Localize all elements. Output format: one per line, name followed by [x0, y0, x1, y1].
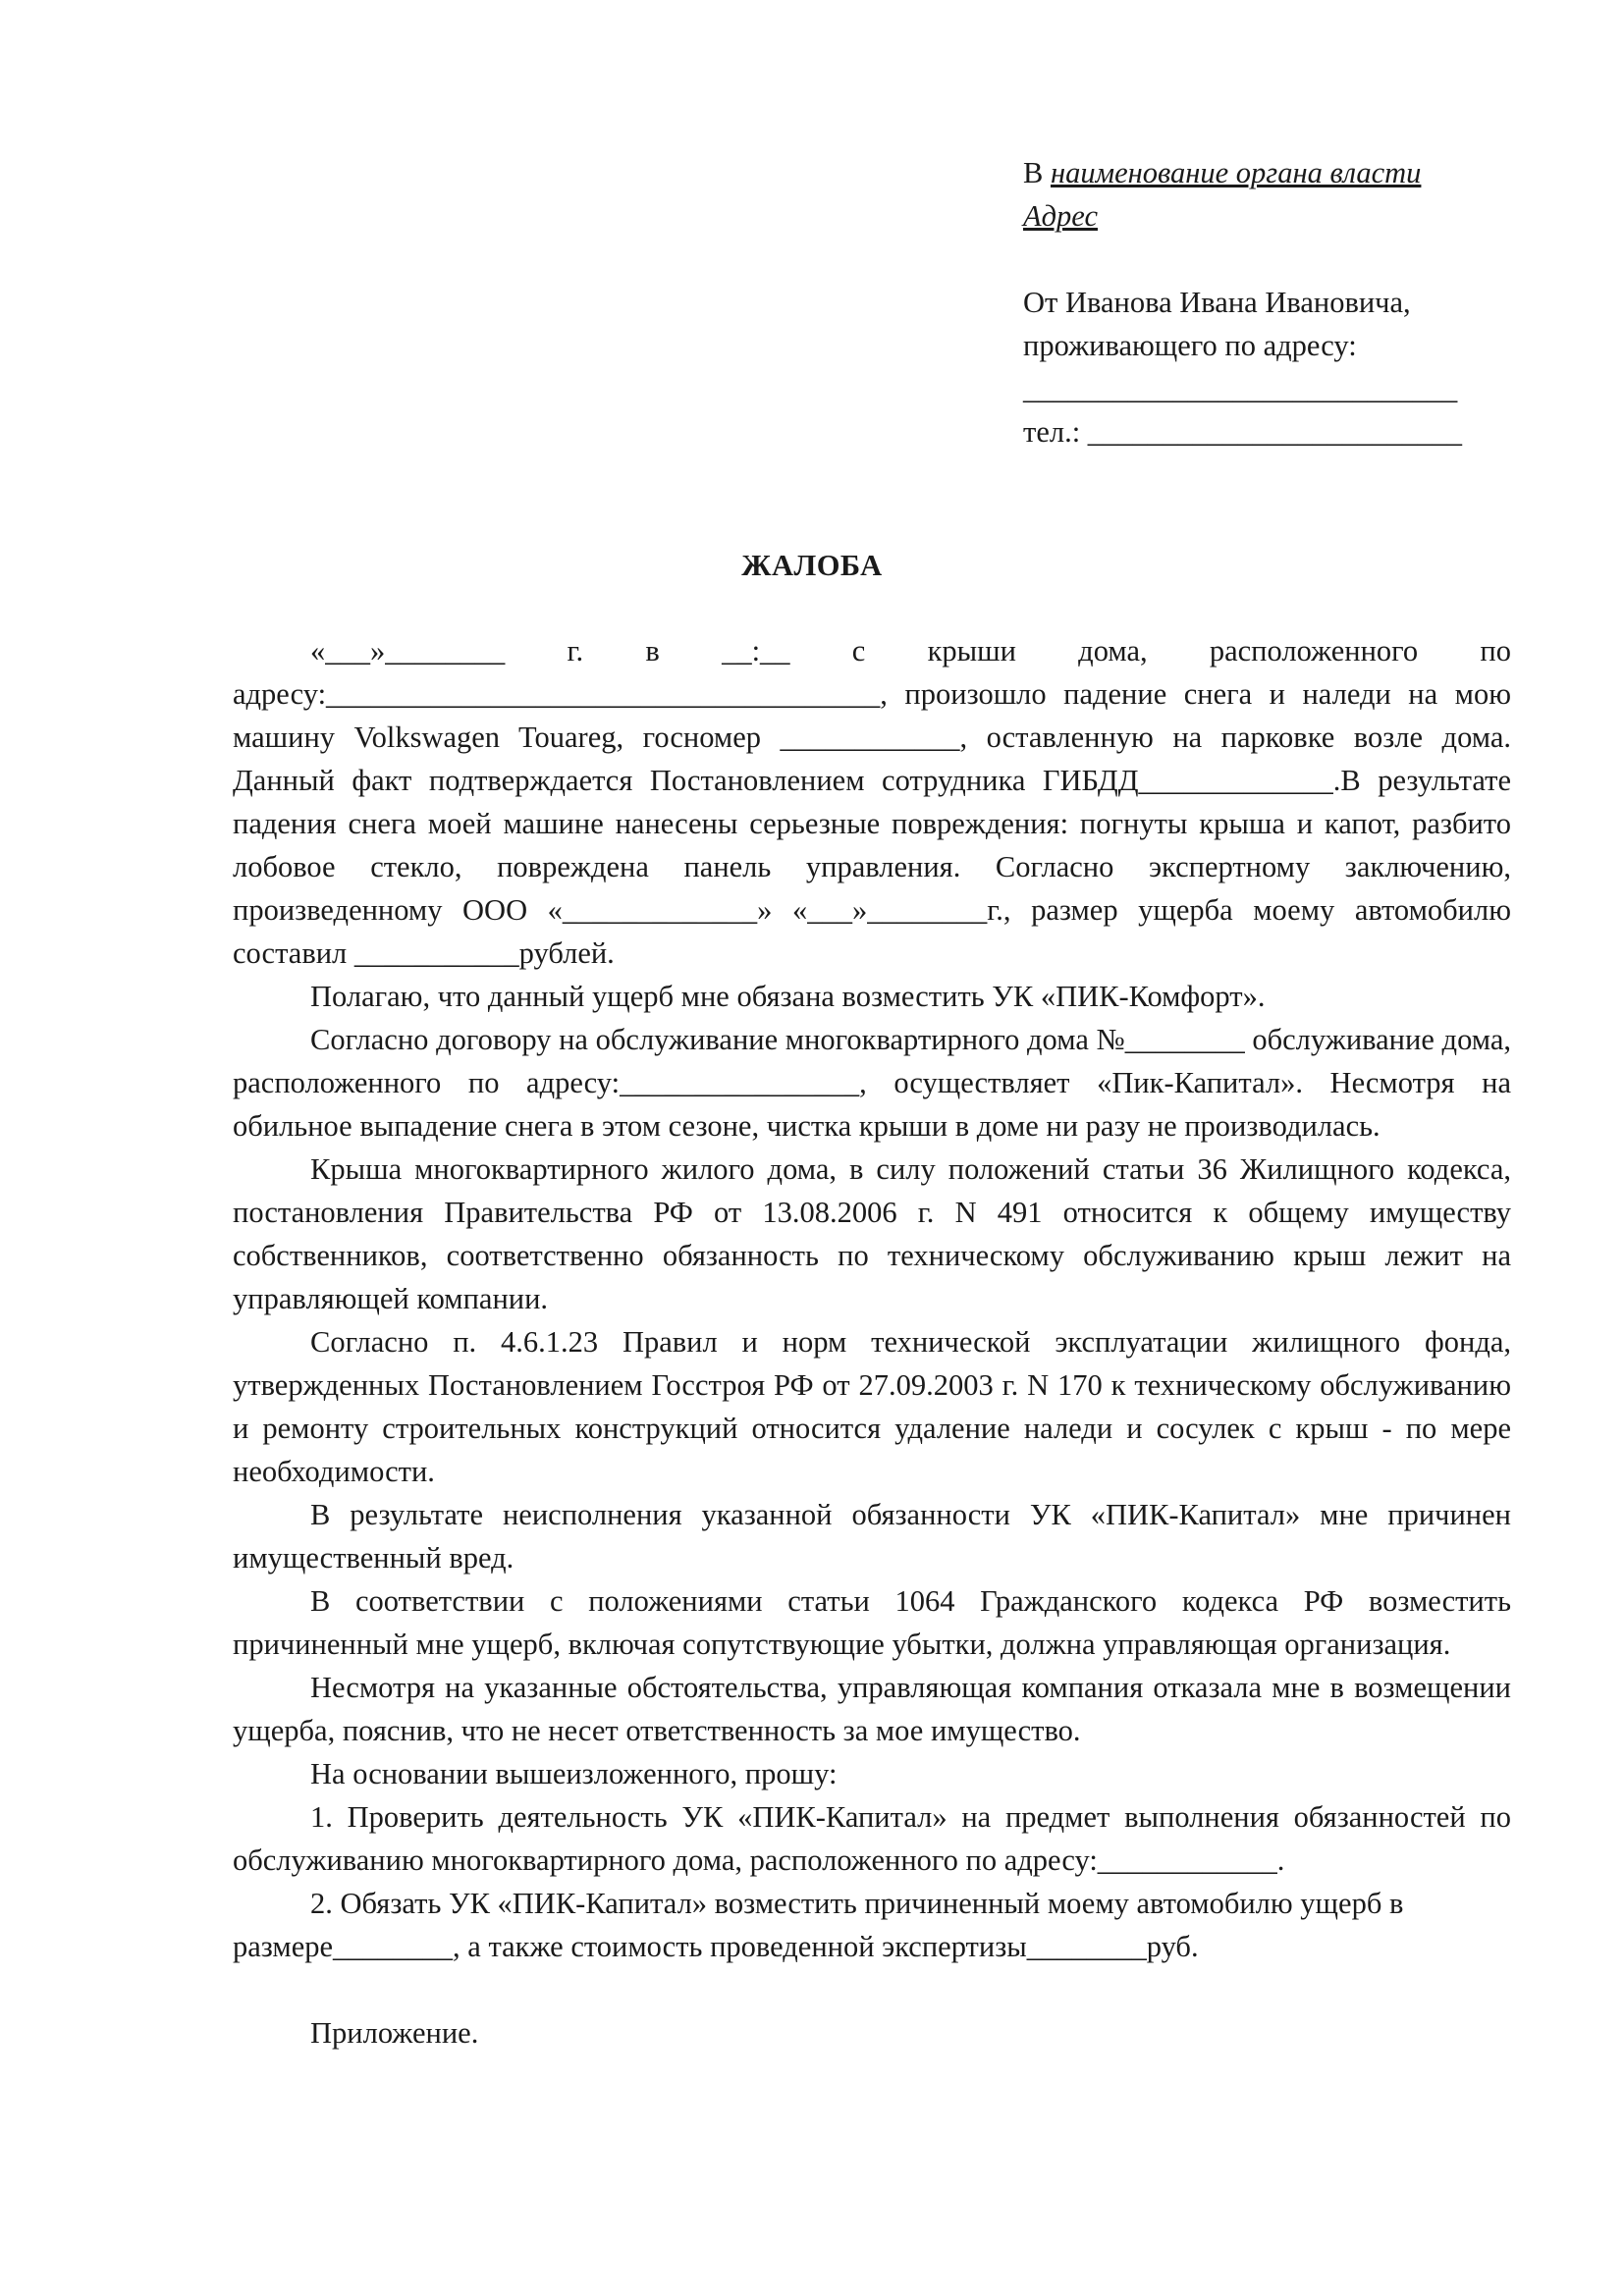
sender-address-blank: _____________________________: [1023, 372, 1458, 405]
sender-phone-line: тел.: _________________________: [1023, 415, 1463, 449]
paragraph-civil-code: В соответствии с положениями статьи 1064 Гражданского кодекса РФ возместить причиненный мне ущерб, включая сопутствующие убытки, должна управляющая организация.: [233, 1584, 1511, 1661]
complaint-body: [233, 629, 1511, 2055]
recipient-address-placeholder: Адрес: [1023, 199, 1098, 233]
request-item-2: 2. Обязать УК «ПИК-Капитал» возместить причиненный моему автомобилю ущерб в размере________, а также стоимость проведенной экспертизы________руб.: [233, 1887, 1404, 1963]
recipient-authority-placeholder: наименование органа власти: [1050, 156, 1422, 189]
addressee-block: [1023, 151, 1514, 454]
paragraph-contract: Согласно договору на обслуживание многоквартирного дома №________ обслуживание дома, расположенного по адресу:________________, осуществляет «Пик-Капитал». Несмотря на обильное выпадение снега в этом сезоне, чистка крыши в доме ни разу не производилась.: [233, 1023, 1511, 1143]
paragraph-maintenance-rules: Согласно п. 4.6.1.23 Правил и норм технической эксплуатации жилищного фонда, утвержденных Постановлением Госстроя РФ от 27.09.2003 г. N 170 к техническому обслуживанию и ремонту строительных конструкций относится удаление наледи и сосулек с крыш - по мере необходимости.: [233, 1325, 1511, 1488]
paragraph-damage: В результате неисполнения указанной обязанности УК «ПИК-Капитал» мне причинен имущественный вред.: [233, 1498, 1511, 1575]
document-title: ЖАЛОБА: [741, 549, 883, 582]
attachment-label: Приложение.: [310, 2016, 479, 2050]
paragraph-incident: «___»________ г. в __:__ с крыши дома, расположенного по адресу:_____________________________________, произошло падение снега и наледи на мою машину Volkswagen Touareg, госномер ____________, оставленную на парковке возле дома. Данный факт подтверждается Постановлением сотрудника ГИБДД_____________.В результате падения снега моей машине нанесены серьезные повреждения: погнуты крыша и капот, разбито лобовое стекло, повреждена панель управления. Согласно экспертному заключению, произведенному ООО «_____________» «___»________г., размер ущерба моему автомобилю составил ___________рублей.: [233, 634, 1511, 970]
sender-residing-label: проживающего по адресу:: [1023, 329, 1357, 362]
request-item-1: 1. Проверить деятельность УК «ПИК-Капитал» на предмет выполнения обязанностей по обслуживанию многоквартирного дома, расположенного по адресу:____________.: [233, 1800, 1511, 1877]
paragraph-liability: Полагаю, что данный ущерб мне обязана возместить УК «ПИК-Комфорт».: [310, 980, 1266, 1013]
recipient-line: [1023, 151, 1514, 194]
recipient-prefix: В: [1023, 156, 1044, 189]
paragraph-roof-property: Крыша многоквартирного жилого дома, в силу положений статьи 36 Жилищного кодекса, постановления Правительства РФ от 13.08.2006 г. N 491 относится к общему имуществу собственников, соответственно обязанность по техническому обслуживанию крыш лежит на управляющей компании.: [233, 1152, 1511, 1315]
paragraph-refusal: Несмотря на указанные обстоятельства, управляющая компания отказала мне в возмещении ущерба, пояснив, что не несет ответственность за мое имущество.: [233, 1671, 1511, 1747]
sender-name: От Иванова Ивана Ивановича,: [1023, 286, 1411, 319]
paragraph-request-intro: На основании вышеизложенного, прошу:: [310, 1757, 838, 1790]
